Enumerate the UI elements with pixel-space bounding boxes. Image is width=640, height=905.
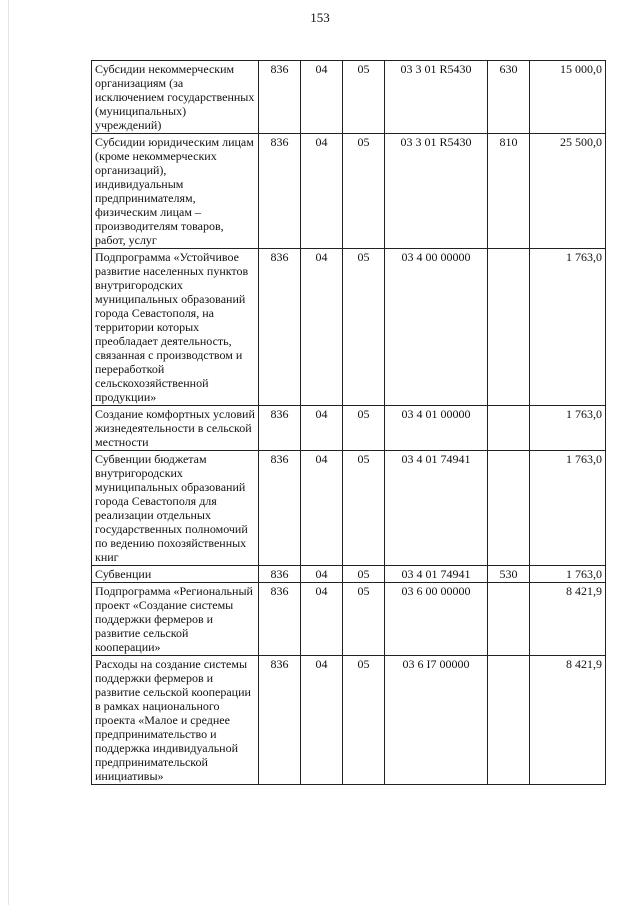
cell-subsection: 05 — [343, 249, 385, 406]
cell-expense-type: 810 — [488, 134, 530, 249]
cell-section: 04 — [301, 61, 343, 134]
cell-section: 04 — [301, 583, 343, 656]
cell-sum: 1 763,0 — [530, 249, 606, 406]
cell-target: 03 4 00 00000 — [385, 249, 488, 406]
cell-section: 04 — [301, 249, 343, 406]
table-row — [92, 566, 606, 583]
cell-target: 03 4 01 74941 — [385, 566, 488, 583]
cell-target: 03 3 01 R5430 — [385, 134, 488, 249]
cell-name: Расходы на создание системы поддержки фермеров и развитие сельской кооперации в рамках национального проекта «Малое и среднее предпринимательство и поддержка индивидуальной предпринимательской инициативы» — [92, 656, 259, 785]
table-row — [92, 656, 606, 785]
cell-section: 04 — [301, 134, 343, 249]
cell-sum: 15 000,0 — [530, 61, 606, 134]
cell-ministry: 836 — [259, 451, 301, 566]
cell-expense-type — [488, 451, 530, 566]
cell-ministry: 836 — [259, 61, 301, 134]
cell-target: 03 4 01 74941 — [385, 451, 488, 566]
page-number: 153 — [310, 10, 330, 25]
cell-ministry: 836 — [259, 566, 301, 583]
cell-expense-type — [488, 583, 530, 656]
cell-target: 03 6 00 00000 — [385, 583, 488, 656]
cell-subsection: 05 — [343, 451, 385, 566]
cell-section: 04 — [301, 656, 343, 785]
cell-subsection: 05 — [343, 134, 385, 249]
cell-expense-type — [488, 406, 530, 451]
cell-subsection: 05 — [343, 566, 385, 583]
scan-edge-line — [8, 0, 9, 905]
cell-sum: 1 763,0 — [530, 566, 606, 583]
cell-sum: 25 500,0 — [530, 134, 606, 249]
cell-expense-type: 530 — [488, 566, 530, 583]
cell-sum: 1 763,0 — [530, 406, 606, 451]
cell-target: 03 4 01 00000 — [385, 406, 488, 451]
cell-name: Субсидии некоммерческим организациям (за исключением государственных (муниципальных) учреждений) — [92, 61, 259, 134]
cell-section: 04 — [301, 406, 343, 451]
cell-expense-type — [488, 656, 530, 785]
cell-sum: 1 763,0 — [530, 451, 606, 566]
cell-section: 04 — [301, 566, 343, 583]
cell-sum: 8 421,9 — [530, 656, 606, 785]
cell-ministry: 836 — [259, 249, 301, 406]
cell-subsection: 05 — [343, 406, 385, 451]
table-row — [92, 583, 606, 656]
cell-name: Подпрограмма «Устойчивое развитие населенных пунктов внутригородских муниципальных образований города Севастополя, на территории которых преобладает деятельность, связанная с производством и переработкой сельскохозяйственной продукции» — [92, 249, 259, 406]
cell-name: Субвенции — [92, 566, 259, 583]
cell-subsection: 05 — [343, 583, 385, 656]
cell-section: 04 — [301, 451, 343, 566]
table-row — [92, 451, 606, 566]
cell-name: Подпрограмма «Региональный проект «Создание системы поддержки фермеров и развитие сельской кооперации» — [92, 583, 259, 656]
budget-table — [91, 60, 606, 785]
table-row — [92, 249, 606, 406]
cell-ministry: 836 — [259, 656, 301, 785]
table-row — [92, 134, 606, 249]
cell-name: Субвенции бюджетам внутригородских муниципальных образований города Севастополя для реализации отдельных государственных полномочий по ведению похозяйственных книг — [92, 451, 259, 566]
cell-name: Создание комфортных условий жизнедеятельности в сельской местности — [92, 406, 259, 451]
cell-ministry: 836 — [259, 406, 301, 451]
cell-sum: 8 421,9 — [530, 583, 606, 656]
cell-ministry: 836 — [259, 134, 301, 249]
cell-target: 03 3 01 R5430 — [385, 61, 488, 134]
cell-target: 03 6 I7 00000 — [385, 656, 488, 785]
budget-table-body — [92, 61, 606, 785]
cell-subsection: 05 — [343, 61, 385, 134]
cell-subsection: 05 — [343, 656, 385, 785]
cell-expense-type: 630 — [488, 61, 530, 134]
cell-ministry: 836 — [259, 583, 301, 656]
cell-expense-type — [488, 249, 530, 406]
cell-name: Субсидии юридическим лицам (кроме некоммерческих организаций), индивидуальным предпринимателям, физическим лицам – производителям товаров, работ, услуг — [92, 134, 259, 249]
table-row — [92, 406, 606, 451]
table-row — [92, 61, 606, 134]
